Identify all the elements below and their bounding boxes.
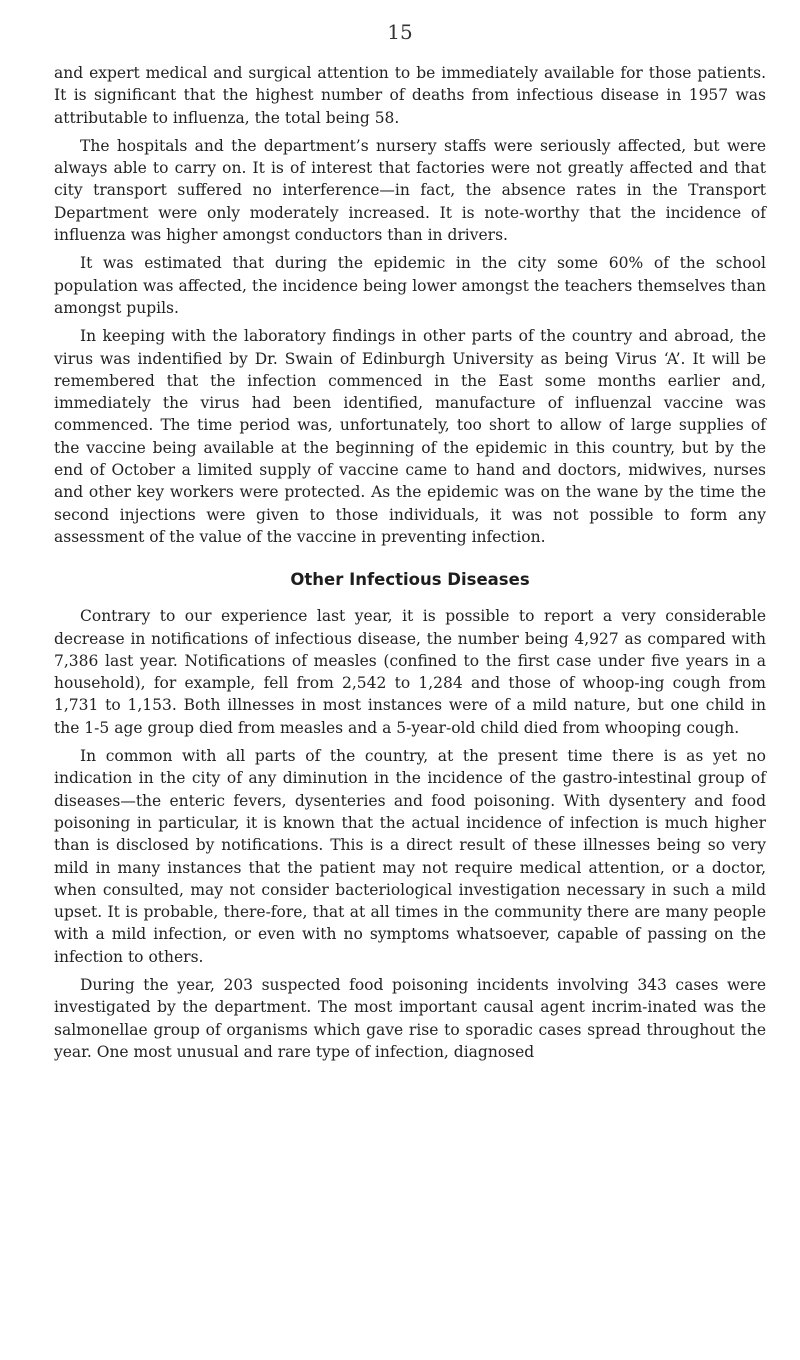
paragraph: and expert medical and surgical attention to be immediately available for those patients. It is significant that the highest number of deaths from infectious disease in 1957 was attributable to influenza, the total being 58. <box>54 64 766 127</box>
paragraph: In common with all parts of the country, at the present time there is as yet no indication in the city of any diminution in the incidence of the gastro-intestinal group of diseases—the enteric fevers, dysenteries and food poisoning. With dysentery and food poisoning in particular, it is known that the actual incidence of infection is much higher than is disclosed by notifications. This is a direct result of these illnesses being so very mild in many instances that the patient may not require medical attention, or a doctor, when consulted, may not consider bacteriological investigation necessary in such a mild upset. It is probable, there-fore, that at all times in the community there are many people with a mild infection, or even with no symptoms whatsoever, capable of passing on the infection to others. <box>54 747 766 966</box>
section-heading: Other Infectious Diseases <box>290 570 530 590</box>
paragraph: In keeping with the laboratory findings in other parts of the country and abroad, the virus was indentified by Dr. Swain of Edinburgh University as being Virus ‘A’. It will be remembered that the infection commenced in the East some months earlier and, immediately the virus had been identified, manufacture of influenzal vaccine was commenced. The time period was, unfortunately, too short to allow of large supplies of the vaccine being available at the beginning of the epidemic in this country, but by the end of October a limited supply of vaccine came to hand and doctors, midwives, nurses and other key workers were protected. As the epidemic was on the wane by the time the second injections were given to those individuals, it was not possible to form any assessment of the value of the vaccine in preventing infection. <box>54 327 766 546</box>
page-number: 15 <box>387 20 413 44</box>
paragraph: It was estimated that during the epidemic in the city some 60% of the school population was affected, the incidence being lower amongst the teachers themselves than amongst pupils. <box>54 254 766 317</box>
page-body <box>54 62 766 1069</box>
paragraph: Contrary to our experience last year, it is possible to report a very considerable decrease in notifications of infectious disease, the number being 4,927 as compared with 7,386 last year. Notifications of measles (confined to the first case under five years in a household), for example, fell from 2,542 to 1,284 and those of whoop-ing cough from 1,731 to 1,153. Both illnesses in most instances were of a mild nature, but one child in the 1-5 age group died from measles and a 5-year-old child died from whooping cough. <box>54 607 766 737</box>
paragraph: During the year, 203 suspected food poisoning incidents involving 343 cases were investigated by the department. The most important causal agent incrim-inated was the salmonellae group of organisms which gave rise to sporadic cases spread throughout the year. One most unusual and rare type of infection, diagnosed <box>54 975 766 1061</box>
paragraph: The hospitals and the department’s nursery staffs were seriously affected, but were always able to carry on. It is of interest that factories were not greatly affected and that city transport suffered no interference—in fact, the absence rates in the Transport Department were only moderately increased. It is note-worthy that the incidence of influenza was higher amongst conductors than in drivers. <box>54 136 766 245</box>
